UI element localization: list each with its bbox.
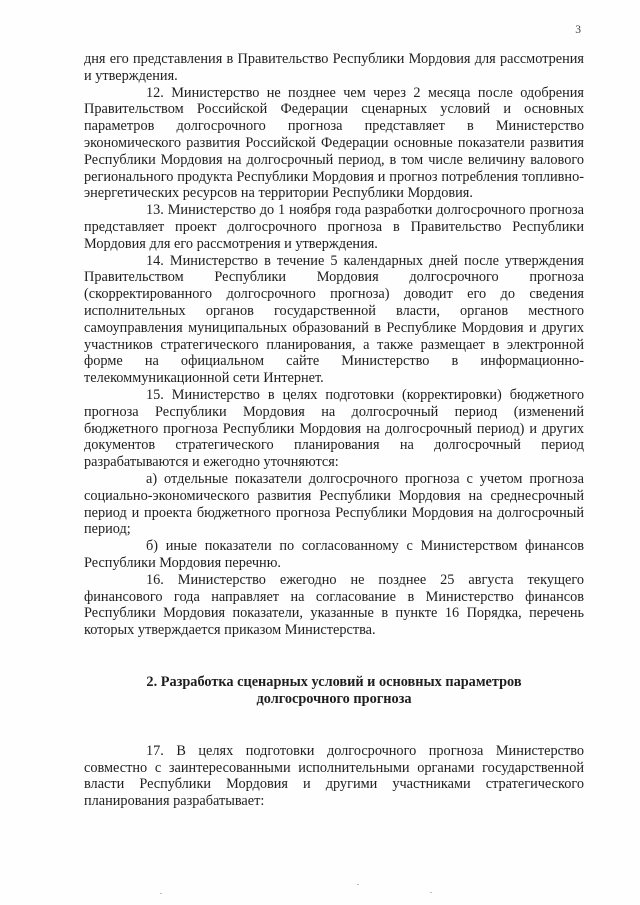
- document-body: [84, 51, 584, 810]
- paragraph-14: 14. Министерство в течение 5 календарных дней после утверждения Правительством Республики Мордовия долгосрочного прогноза (скорректированного долгосрочного прогноза) доводит его до сведения исполнительных органов государственной власти, органов местного самоуправления муниципальных образований в Республике Мордовия и других участников стратегического планирования, а также размещает в электронной форме на официальном сайте Министерство в информационно-телекоммуникационной сети Интернет.: [84, 252, 584, 387]
- spacer: [84, 708, 584, 743]
- paragraph-15-item-a: а) отдельные показатели долгосрочного прогноза с учетом прогноза социально-экономического развития Республики Мордовия на среднесрочный период и проекта бюджетного прогноза Республики Мордовия на долгосрочный период;: [84, 470, 584, 538]
- paragraph-continuation: дня его представления в Правительство Республики Мордовия для рассмотрения и утверждения.: [84, 51, 584, 84]
- section-heading-line-1: 2. Разработка сценарных условий и основных параметров: [146, 673, 522, 690]
- page-number: 3: [575, 24, 581, 36]
- paragraph-16: 16. Министерство ежегодно не позднее 25 августа текущего финансового года направляет на согласование в Министерство финансов Республики Мордовия показатели, указанные в пункте 16 Порядка, перечень которых утверждается приказом Министерства.: [84, 571, 584, 639]
- scan-speck: [430, 892, 432, 893]
- scan-speck: [357, 884, 359, 885]
- paragraph-12: 12. Министерство не позднее чем через 2 месяца после одобрения Правительством Российской Федерации сценарных условий и основных параметров долгосрочного прогноза представляет в Министерство экономического развития Российской Федерации основные показатели развития Республики Мордовия на долгосрочный период, в том числе величину валового регионального продукта Республики Мордовия и прогноз потребления топливно-энергетических ресурсов на территории Республики Мордовия.: [84, 84, 584, 202]
- section-heading-line-2: долгосрочного прогноза: [256, 690, 412, 707]
- scan-speck: [160, 893, 162, 894]
- paragraph-15: 15. Министерство в целях подготовки (корректировки) бюджетного прогноза Республики Мордовия на долгосрочный период (изменений бюджетного прогноза Республики Мордовия на долгосрочный период) и других документов стратегического планирования на долгосрочный период разрабатываются и ежегодно уточняются:: [84, 386, 584, 471]
- paragraph-17: 17. В целях подготовки долгосрочного прогноза Министерство совместно с заинтересованными исполнительными органами государственной власти Республики Мордовия и другими участниками стратегического планирования разрабатывает:: [84, 742, 584, 810]
- spacer: [84, 639, 584, 674]
- paragraph-13: 13. Министерство до 1 ноября года разработки долгосрочного прогноза представляет проект долгосрочного прогноза в Правительство Республики Мордовия для его рассмотрения и утверждения.: [84, 202, 584, 252]
- paragraph-15-item-b: б) иные показатели по согласованному с Министерством финансов Республики Мордовия перечню.: [84, 538, 584, 571]
